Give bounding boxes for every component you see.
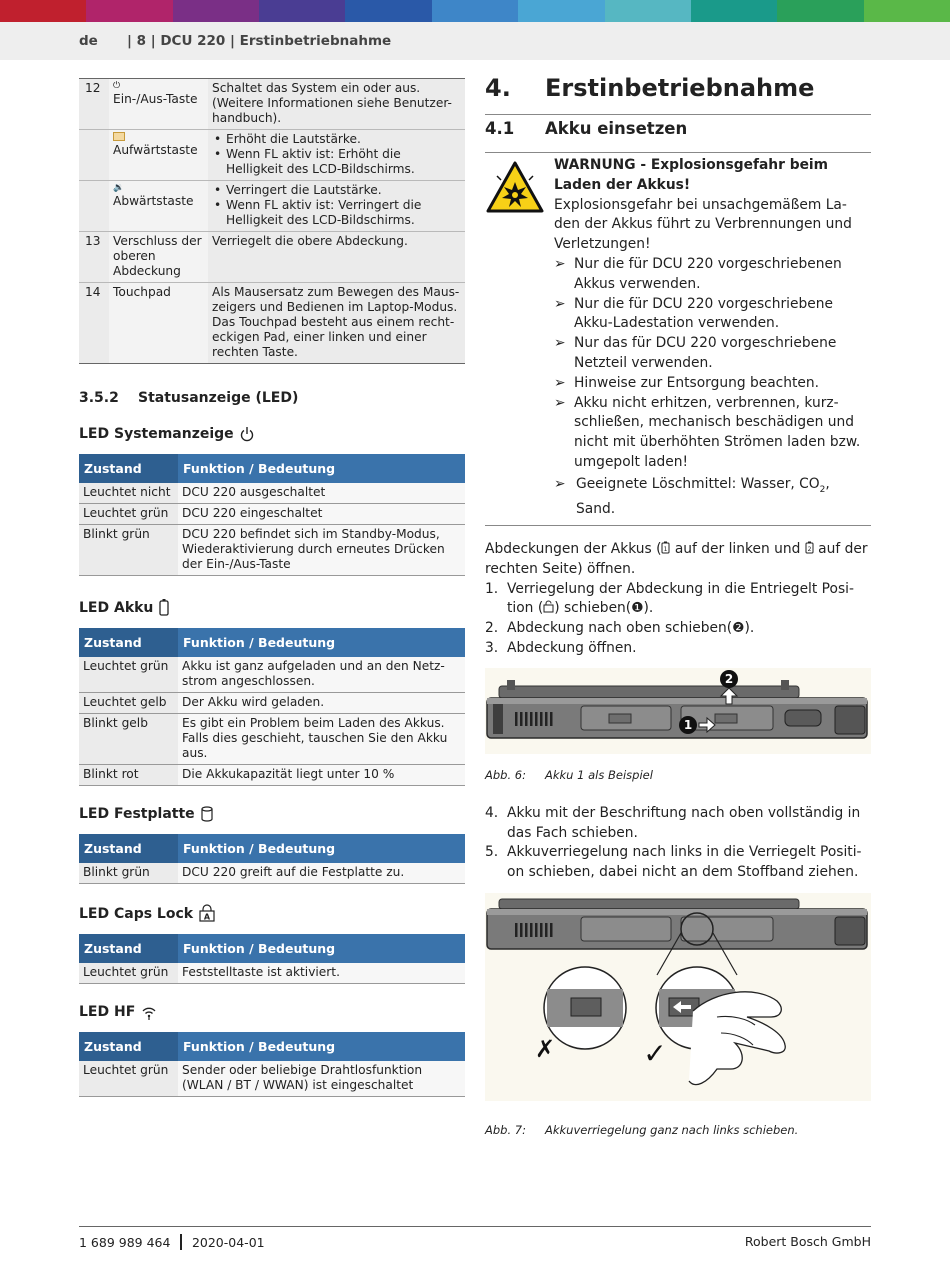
table-row: Leuchtet gelb Der Akku wird geladen.: [79, 693, 465, 714]
column-header: Zustand: [79, 1032, 178, 1061]
list-item: • Erhöht die Lautstärke.: [212, 132, 461, 147]
wrong-mark: ✗: [534, 1035, 556, 1064]
table-row: Blinkt grün DCU 220 greift auf die Festplatte zu.: [79, 863, 465, 884]
section-heading-352: 3.5.2 Statusanzeige (LED): [79, 390, 299, 406]
control-name: Aufwärtstaste: [109, 130, 208, 181]
arrow-icon: ➢: [554, 295, 566, 312]
column-header: Zustand: [79, 628, 178, 657]
list-item: 2. Abdeckung nach oben schieben(❷).: [485, 620, 755, 637]
chapter-title: 4. Erstinbetriebnahme: [485, 74, 815, 102]
control-description: [208, 130, 465, 181]
list-item: ➢ Nur die für DCU 220 vorgeschriebene Akku-Ladestation verwenden.: [554, 295, 871, 335]
color-bar-segment: [173, 0, 259, 22]
list-item: ➢ Akku nicht erhitzen, verbrennen, kurz-schließen, mechanisch beschädigen und nicht mit überhöhten Strömen laden bzw. umgepolt laden!: [554, 394, 871, 473]
color-bar-segment: [605, 0, 691, 22]
color-bar-segment: [86, 0, 172, 22]
warning-title: WARNUNG - Explosionsgefahr beim Laden der Akkus!: [554, 157, 829, 193]
table-row: Blinkt gelb Es gibt ein Problem beim Laden des Akkus. Falls dies geschieht, tauschen Sie den Akku aus.: [79, 714, 465, 765]
control-description: Schaltet das System ein oder aus. (Weitere Informationen siehe Benutzer-handbuch).: [208, 79, 465, 130]
battery-right-icon: [805, 541, 814, 554]
power-icon: ⏻: [113, 81, 121, 91]
svg-text:2: 2: [724, 671, 734, 686]
color-bar-segment: [345, 0, 431, 22]
table-row: [79, 181, 465, 232]
table-row: Leuchtet grün Feststelltaste ist aktiviert.: [79, 963, 465, 984]
control-name: ⏻ Ein-/Aus-Taste: [109, 79, 208, 130]
left-column: [79, 78, 465, 1097]
right-column: [485, 74, 871, 1137]
led-hf-table: [79, 1032, 465, 1097]
table-row: Leuchtet nicht DCU 220 ausgeschaltet: [79, 483, 465, 504]
color-bar-segment: [432, 0, 518, 22]
control-description: Als Mausersatz zum Bewegen des Maus-zeigers und Bedienen im Laptop-Modus. Das Touchpad besteht aus einem recht-eckigen Pad, einer linken und einer rechten Taste.: [208, 283, 465, 364]
volume-icon: 🔉: [113, 183, 125, 193]
figure-6-device-side: [485, 668, 871, 754]
control-name: Touchpad: [109, 283, 208, 364]
list-item: ➢ Hinweise zur Entsorgung beachten.: [554, 374, 871, 394]
list-item: • Wenn FL aktiv ist: Erhöht die Helligkeit des LCD-Bildschirms.: [212, 147, 461, 177]
page-header: [0, 22, 950, 60]
warning-box: [485, 156, 871, 520]
color-bar-segment: [0, 0, 86, 22]
led-harddisk-heading: LED Festplatte: [79, 806, 465, 822]
column-header: Zustand: [79, 834, 178, 863]
list-item: 5. Akkuverriegelung nach links in die Verriegelt Positi-on schieben, dabei nicht an dem Stoffband ziehen.: [485, 844, 862, 881]
column-header: Funktion / Bedeutung: [178, 454, 465, 483]
document-date: 2020-04-01: [191, 1234, 265, 1250]
table-row: Leuchtet grün Akku ist ganz aufgeladen und an den Netz-strom angeschlossen.: [79, 657, 465, 693]
table-row: Blinkt rot Die Akkukapazität liegt unter 10 %: [79, 765, 465, 786]
list-item: ➢ Geeignete Löschmittel: Wasser, $CO_2$, Sand.: [554, 475, 871, 520]
control-name: Verschluss der oberen Abdeckung: [109, 232, 208, 283]
arrow-icon: ➢: [554, 374, 566, 391]
color-bar-segment: [777, 0, 863, 22]
steps-list-a: [485, 580, 871, 659]
company-name: Robert Bosch GmbH: [744, 1234, 871, 1249]
top-color-bar: [0, 0, 950, 22]
svg-text:1: 1: [664, 546, 668, 554]
table-row: [79, 283, 465, 364]
table-row: Leuchtet grün Sender oder beliebige Drahtlosfunktion (WLAN / BT / WWAN) ist eingeschaltet: [79, 1061, 465, 1097]
column-header: Funktion / Bedeutung: [178, 628, 465, 657]
color-bar-segment: [864, 0, 950, 22]
table-row: [79, 79, 465, 130]
column-header: Funktion / Bedeutung: [178, 1032, 465, 1061]
divider: [485, 525, 871, 526]
control-spec-table: [79, 78, 465, 364]
section-heading-41: 4.1 Akku einsetzen: [485, 119, 688, 138]
document-number: 1 689 989 464: [79, 1234, 171, 1250]
color-bar-segment: [518, 0, 604, 22]
warning-description: Explosionsgefahr bei unsachgemäßem La-den der Akkus führt zu Verbrennungen und Verletzungen!: [554, 196, 852, 253]
explosion-warning-icon: [485, 156, 554, 520]
caps-lock-icon: [199, 904, 215, 922]
footer-separator: [180, 1234, 182, 1250]
led-battery-table: [79, 628, 465, 786]
row-number: 13: [79, 232, 109, 283]
right-mark: ✓: [643, 1037, 667, 1071]
footer-divider: [79, 1226, 871, 1227]
svg-text:A: A: [203, 912, 211, 922]
table-row: Leuchtet grün DCU 220 eingeschaltet: [79, 504, 465, 525]
divider: [485, 152, 871, 153]
list-item: 3. Abdeckung öffnen.: [485, 640, 637, 657]
table-row: [79, 232, 465, 283]
wireless-icon: [141, 1006, 157, 1020]
led-system-heading: LED Systemanzeige: [79, 426, 465, 442]
led-capslock-heading: LED Caps Lock A: [79, 904, 465, 922]
control-description: [208, 181, 465, 232]
control-name: 🔉 Abwärtstaste: [109, 181, 208, 232]
list-item: ➢ Nur die für DCU 220 vorgeschriebenen Akkus verwenden.: [554, 255, 871, 295]
intro-paragraph: Abdeckungen der Akkus ( 1 auf der linken und 2 auf der rechten Seite) öffnen.: [485, 541, 868, 577]
figure-6-caption: Abb. 6: Akku 1 als Beispiel: [485, 767, 653, 782]
led-battery-heading: LED Akku: [79, 598, 465, 616]
breadcrumb: | 8 | DCU 220 | Erstinbetriebnahme: [127, 33, 392, 49]
battery-icon: [159, 598, 169, 616]
table-row: [79, 130, 465, 181]
list-item: • Verringert die Lautstärke.: [212, 183, 461, 198]
svg-text:1: 1: [683, 717, 693, 732]
led-hf-heading: LED HF: [79, 1004, 465, 1020]
harddisk-icon: [201, 806, 213, 822]
list-item: ➢ Nur das für DCU 220 vorgeschriebene Netzteil verwenden.: [554, 334, 871, 374]
color-bar-segment: [259, 0, 345, 22]
footer-left: [79, 1234, 265, 1250]
language-code: de: [79, 33, 98, 49]
led-harddisk-table: [79, 834, 465, 884]
column-header: Zustand: [79, 454, 178, 483]
column-header: Funktion / Bedeutung: [178, 934, 465, 963]
steps-list-b: [485, 804, 871, 883]
figure-7-battery-lock: [485, 893, 871, 1101]
arrow-icon: ➢: [554, 394, 566, 411]
arrow-icon: ➢: [554, 475, 566, 492]
figure-7-caption: Abb. 7: Akkuverriegelung ganz nach links schieben.: [485, 1123, 799, 1138]
row-number: [79, 130, 109, 181]
list-item: • Wenn FL aktiv ist: Verringert die Helligkeit des LCD-Bildschirms.: [212, 198, 461, 228]
row-number: 12: [79, 79, 109, 130]
brightness-icon: [113, 132, 204, 143]
row-number: [79, 181, 109, 232]
column-header: Funktion / Bedeutung: [178, 834, 465, 863]
unlock-icon: [543, 600, 554, 613]
divider: [485, 114, 871, 115]
warning-text: [554, 156, 871, 520]
list-item: 4. Akku mit der Beschriftung nach oben vollständig in das Fach schieben.: [485, 804, 861, 841]
column-header: Zustand: [79, 934, 178, 963]
list-item: 1. Verriegelung der Abdeckung in die Entriegelt Posi-tion ( ) schieben(❶).: [485, 580, 854, 617]
row-number: 14: [79, 283, 109, 364]
svg-text:2: 2: [807, 546, 812, 554]
arrow-icon: ➢: [554, 255, 566, 272]
led-capslock-table: [79, 934, 465, 984]
color-bar-segment: [691, 0, 777, 22]
arrow-icon: ➢: [554, 335, 566, 352]
power-icon: [240, 426, 254, 442]
table-row: Blinkt grün DCU 220 befindet sich im Standby-Modus, Wiederaktivierung durch erneutes Drücken der Ein-/Aus-Taste: [79, 525, 465, 576]
control-description: Verriegelt die obere Abdeckung.: [208, 232, 465, 283]
led-system-table: [79, 454, 465, 576]
